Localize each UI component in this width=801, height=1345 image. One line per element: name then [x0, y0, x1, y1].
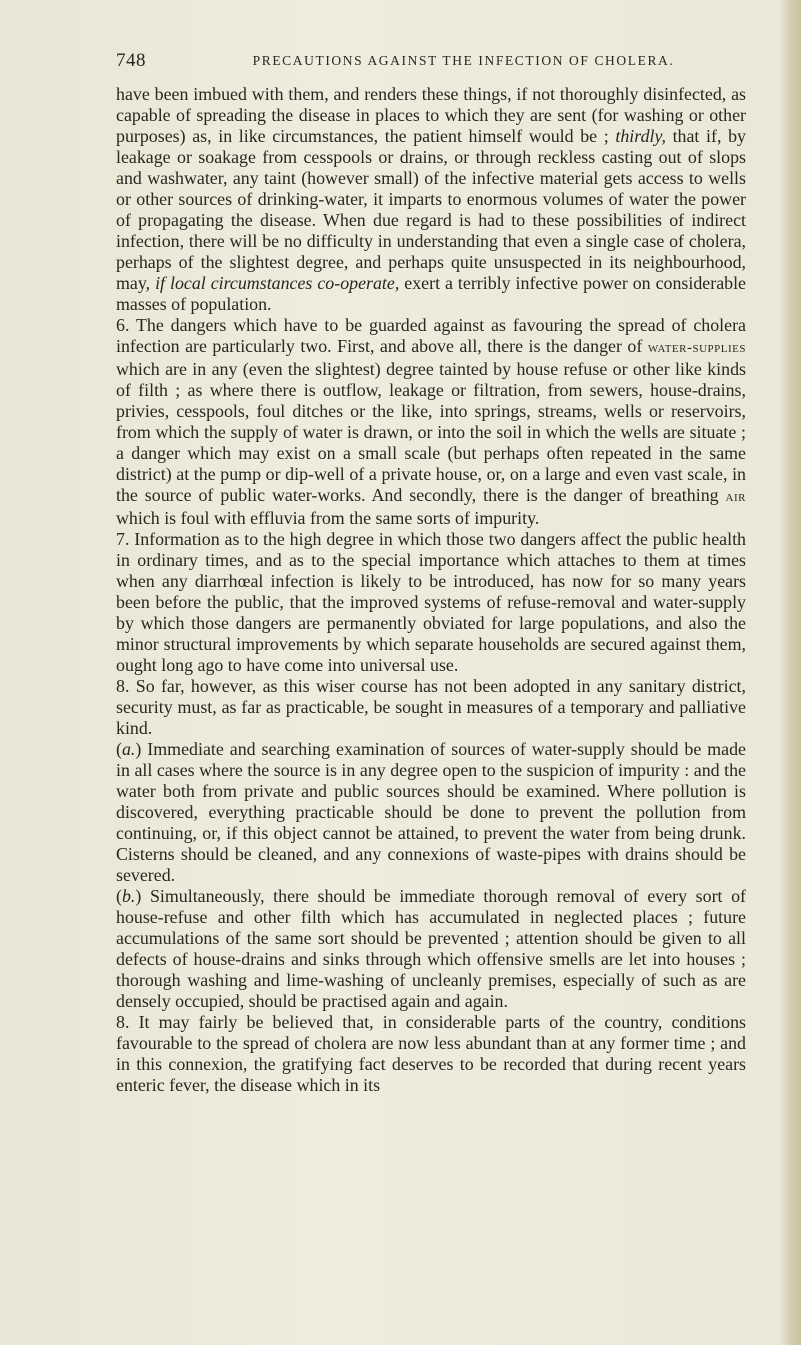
paragraph-p-8b — [116, 1012, 746, 1096]
page-number: 748 — [116, 50, 146, 71]
running-title: PRECAUTIONS AGAINST THE INFECTION OF CHOLERA. — [252, 53, 675, 68]
paragraph-text: 8. So far, however, as this wiser course has not been adopted in any sanitary district, security must, as far as practicable, be sought in measures of a temporary and palliative kind. — [116, 676, 746, 738]
italic-text: a. — [121, 739, 136, 759]
paragraph-text: exert a terribly infective power on considerable masses of population. — [116, 273, 746, 314]
italic-text: b. — [121, 886, 136, 906]
small-caps-text: air — [725, 489, 746, 505]
paragraph-text: 7. Information as to the high degree in which those two dangers affect the public health in ordinary times, and as to the special importance which attaches to them at times when any diarrhœal infection is likely to be introduced, has now for so many years been before the public, that the improved systems of refuse-removal and water-supply by which those dangers are permanently obviated for large populations, and also the minor structural improvements by which separate households are secured against them, ought long ago to have come into universal use. — [116, 529, 746, 675]
paragraph-text: have been imbued with them, and renders these things, if not thoroughly disinfected, as capable of spreading the disease in places to which they are sent (for washing or other purposes) as, in like circumstances, the patient himself would be ; — [116, 84, 746, 146]
paragraph-text: ) Simultaneously, there should be immediate thorough removal of every sort of house-refuse and other filth which has accumulated in neglected places ; future accumulations of the same sort should be prevented ; attention should be given to all defects of house-drains and sinks through which offensive smells are let into houses ; thorough washing and lime-washing of uncleanly premises, especially of such as are densely occupied, should be practised again and again. — [116, 886, 746, 1011]
paragraph-text: which is foul with effluvia from the same sorts of impurity. — [116, 508, 540, 528]
italic-text: thirdly, — [615, 126, 666, 146]
paragraph-text: 8. It may fairly be believed that, in considerable parts of the country, conditions favourable to the spread of cholera are now less abundant than at any former time ; and in this connexion, the gratifying fact deserves to be recorded that during recent years enteric fever, the disease which in its — [116, 1012, 746, 1095]
paragraph-text: 6. The dangers which have to be guarded against as favouring the spread of cholera infection are particularly two. First, and above all, there is the danger of — [116, 315, 746, 356]
paragraph-text: ) Immediate and searching examination of sources of water-supply should be made in all cases where the source is in any degree open to the suspicion of impurity : and the water both from private and public sources should be examined. Where pollution is discovered, everything practicable should be done to prevent the pollution from continuing, or, if this object cannot be attained, to prevent the water from being drunk. Cisterns should be cleaned, and any connexions of waste-pipes with drains should be severed. — [116, 739, 746, 885]
paragraph-p-continuation — [116, 84, 746, 315]
paragraph-text: ( — [116, 739, 122, 759]
paragraph-text: ( — [116, 886, 122, 906]
paragraph-text: which are in any (even the slightest) degree tainted by house refuse or other like kinds of filth ; as where there is outflow, leakage or filtration, from sewers, house-drains, privies, cesspools, foul ditches or the like, into springs, streams, wells or reservoirs, from which the supply of water is drawn, or into the soil in which the wells are situate ; a danger which may exist on a small scale (but perhaps often repeated in the same district) at the pump or dip-well of a private house, or, on a large and even vast scale, in the source of public water-works. And secondly, there is the danger of breathing — [116, 359, 746, 505]
paragraph-text: that if, by leakage or soakage from cesspools or drains, or through reckless casting out of slops and washwater, any taint (however small) of the infective material gets access to wells or other sources of drinking-water, it imparts to enormous volumes of water the power of propagating the disease. When due regard is had to these possibilities of indirect infection, there will be no difficulty in understanding that even a single case of cholera, perhaps of the slightest degree, and perhaps quite unsuspected in its neighbourhood, may, — [116, 126, 746, 293]
paragraph-p-a — [116, 739, 746, 886]
small-caps-text: water-supplies — [647, 340, 746, 356]
page-header — [116, 50, 741, 74]
italic-text: if local circumstances co-operate, — [155, 273, 400, 293]
body-text — [116, 84, 746, 1096]
paragraph-p-8a — [116, 676, 746, 739]
paragraph-p-6 — [116, 315, 746, 529]
paragraph-p-b — [116, 886, 746, 1012]
page-edge-shadow — [779, 0, 801, 1345]
paragraph-p-7 — [116, 529, 746, 676]
